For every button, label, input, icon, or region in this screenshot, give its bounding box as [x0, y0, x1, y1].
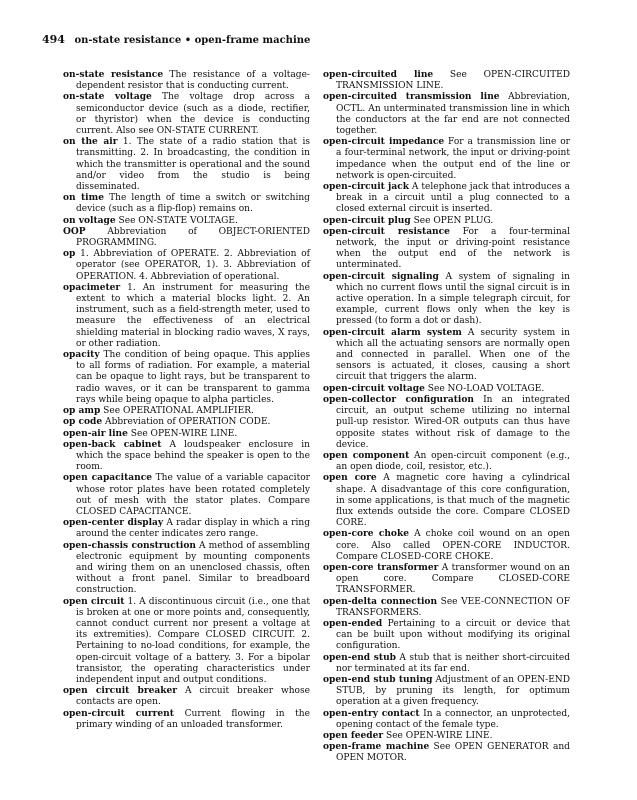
entry-definition: See NO-LOAD VOLTAGE. — [427, 383, 545, 394]
entry-headword: open-circuit alarm system — [323, 327, 462, 338]
entry-headword: open component — [323, 450, 410, 461]
entry-definition: A circuit breaker whose contacts are open. — [76, 686, 310, 708]
dictionary-entry — [323, 731, 570, 742]
entry-headword: open-circuit plug — [323, 215, 411, 226]
dictionary-entry — [323, 328, 570, 384]
dictionary-entry — [63, 249, 310, 283]
dictionary-entry — [323, 227, 570, 272]
entry-definition: An open-circuit component (e.g., an open diode, coil, resistor, etc.). — [336, 450, 570, 473]
dictionary-entry — [63, 227, 310, 249]
entry-definition: Pertaining to a circuit or device that can be built upon without modifying its original configuration. — [336, 618, 570, 652]
entry-headword: open-chassis construction — [63, 540, 196, 551]
entry-headword: open-core choke — [323, 529, 409, 540]
entry-headword: on-state resistance — [63, 70, 164, 80]
entry-definition: In a connector, an unprotected, opening contact of the female type. — [336, 708, 570, 730]
entry-definition: For a four-terminal network, the input or driving-point resistance when the output end of the network is unterminated. — [336, 226, 570, 271]
dictionary-entry — [323, 137, 570, 182]
dictionary-entry — [323, 473, 570, 529]
dictionary-entry — [323, 563, 570, 597]
dictionary-entry — [63, 92, 310, 137]
entry-definition: 1. The state of a radio station that is transmitting. 2. In broadcasting, the condition in which the transmitter is operational and the sound and/or video from the studio is being disseminated. — [76, 137, 310, 193]
dictionary-entry — [63, 406, 310, 417]
dictionary-entry — [63, 429, 310, 440]
running-header — [42, 33, 310, 46]
entry-definition: Adjustment of an OPEN-END STUB, by pruning its length, for optimum operation at a given frequency. — [336, 674, 570, 708]
entry-definition: The length of time a switch or switching device (such as a flip-flop) remains on. — [76, 193, 310, 215]
entry-headword: open-entry contact — [323, 708, 420, 719]
entry-definition: 1. An instrument for measuring the extent to which a material blocks light. 2. An instrument, such as a field-strength meter, used to measure the effectiveness of an electrical shielding material in blocking radio waves, X rays, or other radiation. — [76, 282, 310, 349]
entry-headword: op — [63, 249, 76, 260]
entry-definition: A choke coil wound on an open core. Also called OPEN-CORE INDUCTOR. Compare CLOSED-CORE CHOKE. — [336, 529, 570, 562]
dictionary-entry — [63, 350, 310, 406]
dictionary-entry — [63, 686, 310, 708]
entry-headword: open-frame machine — [323, 742, 430, 753]
entry-headword: open-circuit impedance — [323, 137, 445, 148]
left-column — [63, 70, 310, 731]
entry-definition: See OPEN-WIRE LINE. — [386, 730, 493, 741]
dictionary-entry — [63, 193, 310, 215]
dictionary-entry — [323, 709, 570, 731]
dictionary-entry — [63, 137, 310, 193]
dictionary-entry — [323, 653, 570, 675]
entry-headword: open-circuited transmission line — [323, 92, 500, 103]
right-column — [323, 70, 570, 765]
entry-definition: A security system in which all the actuating sensors are normally open and connected in parallel. When one of the sensors is actuated, it closes, causing a short circuit that triggers the alarm. — [336, 327, 570, 383]
entry-definition: The resistance of a voltage-dependent resistor that is conducting current. — [76, 70, 310, 92]
entry-headword: on the air — [63, 137, 118, 148]
entry-definition: A loudspeaker enclosure in which the space behind the speaker is open to the room. — [76, 439, 310, 473]
dictionary-entry — [63, 417, 310, 428]
entry-headword: open-core transformer — [323, 562, 439, 573]
entry-definition: 1. Abbreviation of OPERATE. 2. Abbreviation of operator (see OPERATOR, 1). 3. Abbreviation of OPERATION. 4. Abbreviation of operational. — [76, 249, 310, 282]
entry-definition: See OPEN PLUG. — [413, 215, 494, 226]
entry-headword: open-circuit jack — [323, 182, 409, 193]
dictionary-entry — [63, 597, 310, 687]
dictionary-entry — [323, 597, 570, 619]
dictionary-entry — [323, 92, 570, 137]
dictionary-entry — [63, 216, 310, 227]
dictionary-entry — [323, 619, 570, 653]
entry-definition: A system of signaling in which no current flows until the signal circuit is in active operation. In a simple telegraph circuit, for example, current flows only when the key is pressed (to form a dot or dash). — [336, 271, 570, 327]
entry-definition: See VEE-CONNECTION OF TRANSFORMERS. — [336, 596, 570, 618]
entry-definition: Current flowing in the primary winding of an unloaded transformer. — [76, 708, 310, 730]
entry-headword: op code — [63, 417, 103, 428]
dictionary-entry — [63, 518, 310, 540]
entry-headword: on voltage — [63, 215, 116, 226]
page-number: 494 — [42, 33, 65, 46]
entry-headword: open-air line — [63, 428, 128, 439]
entry-definition: The condition of being opaque. This applies to all forms of radiation. For example, a material can be opaque to light rays, but be transparent to radio waves, or it can be transparent to gamma rays while being opaque to alpha particles. — [76, 350, 310, 405]
entry-definition: In an integrated circuit, an output scheme utilizing no internal pull-up resistor. Wired-OR outputs can thus have opposite states without risk of damage to the device. — [336, 394, 570, 450]
entry-definition: A telephone jack that introduces a break in a circuit until a plug connected to a closed external circuit is inserted. — [336, 182, 570, 215]
entry-headword: open core — [323, 473, 377, 484]
dictionary-entry — [323, 451, 570, 473]
entry-definition: Abbreviation, OCTL. An unterminated transmission line in which the conductors at the far end are not connected together. — [336, 92, 570, 137]
entry-definition: See OPEN-CIRCUITED TRANSMISSION LINE. — [336, 70, 570, 92]
entry-headword: open-back cabinet — [63, 439, 162, 450]
entry-definition: The value of a variable capacitor whose rotor plates have been rotated completely out of mesh with the stator plates. Compare CLOSED CAPACITANCE. — [76, 473, 310, 517]
entry-definition: Abbreviation of OPERATION CODE. — [105, 417, 271, 428]
dictionary-entry — [323, 272, 570, 328]
entry-definition: The voltage drop across a semiconductor device (such as a diode, rectifier, or thyristor) when the device is conducting current. Also see ON-STATE CURRENT. — [76, 92, 310, 137]
entry-headword: open-center display — [63, 518, 164, 529]
entry-headword: on time — [63, 193, 104, 204]
dictionary-entry — [63, 473, 310, 518]
entry-headword: open-end stub — [323, 652, 396, 663]
entry-headword: open circuit breaker — [63, 686, 178, 697]
dictionary-entry — [323, 70, 570, 92]
entry-definition: 1. A discontinuous circuit (i.e., one that is broken at one or more points and, consequently, cannot conduct current nor present a voltage at its extremities). Compare CLOSED CIRCUIT. 2. Pertaining to no-load conditions, for example, the open-circuit voltage of a battery. 3. For a bipolar transistor, the operating characteristics under independent input and output conditions. — [76, 596, 310, 685]
entry-definition: A stub that is neither short-circuited nor terminated at its far end. — [336, 652, 570, 674]
entry-headword: open circuit — [63, 596, 125, 607]
dictionary-entry — [323, 529, 570, 563]
entry-headword: open-circuited line — [323, 70, 434, 80]
entry-definition: See OPERATIONAL AMPLIFIER. — [103, 406, 254, 417]
entry-definition: A transformer wound on an open core. Compare CLOSED-CORE TRANSFORMER. — [336, 562, 570, 596]
entry-headword: open-circuit signaling — [323, 271, 439, 282]
entry-headword: open-end stub tuning — [323, 674, 433, 685]
dictionary-entry — [323, 216, 570, 227]
dictionary-entry — [63, 541, 310, 597]
dictionary-entry — [323, 182, 570, 216]
entry-headword: open capacitance — [63, 473, 152, 484]
entry-headword: open-ended — [323, 618, 383, 629]
dictionary-entry — [323, 675, 570, 709]
entry-headword: on-state voltage — [63, 92, 152, 103]
entry-headword: opacimeter — [63, 282, 121, 293]
entry-headword: open-circuit current — [63, 708, 174, 719]
dictionary-entry — [323, 395, 570, 451]
entry-definition: A radar display in which a ring around the center indicates zero range. — [76, 518, 310, 540]
entry-headword: open feeder — [323, 730, 384, 741]
entry-definition: For a transmission line or a four-terminal network, the input or driving-point impedance when the output end of the line or network is open-circuited. — [336, 137, 570, 181]
entry-headword: open-circuit voltage — [323, 383, 425, 394]
entry-headword: OOP — [63, 226, 86, 237]
running-head: on-state resistance • open-frame machine — [74, 35, 311, 46]
dictionary-entry — [63, 440, 310, 474]
entry-headword: open-delta connection — [323, 596, 438, 607]
entry-definition: A method of assembling electronic equipment by mounting components and wiring them on an unenclosed chassis, often without a front panel. Similar to breadboard construction. — [76, 540, 310, 596]
dictionary-entry — [323, 384, 570, 395]
entry-definition: See OPEN GENERATOR and OPEN MOTOR. — [336, 742, 570, 764]
dictionary-entry — [63, 709, 310, 731]
entry-headword: op amp — [63, 406, 101, 417]
entry-definition: See ON-STATE VOLTAGE. — [118, 215, 238, 226]
entry-definition: See OPEN-WIRE LINE. — [130, 428, 238, 439]
entry-headword: open-collector configuration — [323, 394, 474, 405]
dictionary-entry — [323, 742, 570, 764]
entry-definition: Abbreviation of OBJECT-ORIENTED PROGRAMMING. — [76, 226, 310, 249]
dictionary-entry — [63, 283, 310, 350]
entry-headword: opacity — [63, 350, 100, 361]
dictionary-entry — [63, 70, 310, 92]
entry-headword: open-circuit resistance — [323, 226, 450, 237]
entry-definition: A magnetic core having a cylindrical shape. A disadvantage of this core configuration, in some applications, is that much of the magnetic flux extends outside the core. Compare CLOSED CORE. — [336, 473, 570, 529]
